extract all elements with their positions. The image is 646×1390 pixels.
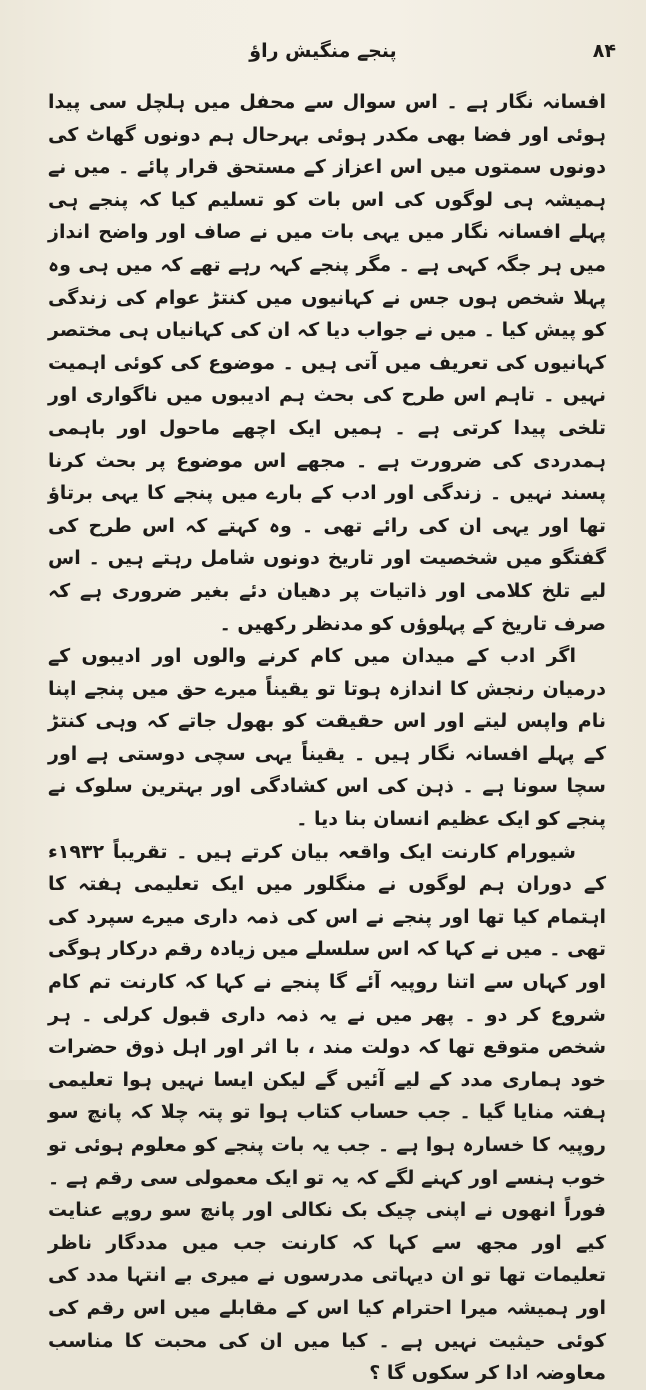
paragraph-3: شیورام کارنت ایک واقعہ بیان کرتے ہیں ۔ تقریباً ۱۹۳۲ء کے دوران ہم لوگوں نے منگلور میں ایک تعلیمی ہفتہ کا اہتمام کیا تھا اور پنجے نے اس کی ذمہ داری میرے سپرد کی تھی ۔ میں نے کہا کہ اس سلسلے میں زیادہ رقم درکار ہوگی اور کہاں سے اتنا روپیہ آئے گا پنجے نے کہا کہ کارنت تم کام شروع کر دو ۔ پھر میں نے یہ ذمہ داری قبول کرلی ۔ ہر شخص متوقع تھا کہ دولت مند ، با اثر اور اہل ذوق حضرات خود ہماری مدد کے لیے آئیں گے لیکن ایسا نہیں ہوا تعلیمی ہفتہ منایا گیا ۔ جب حساب کتاب ہوا تو پتہ چلا کہ پانچ سو روپیہ کا خسارہ ہوا ہے ۔ جب یہ بات پنجے کو معلوم ہوئی تو خوب ہنسے اور کہنے لگے کہ یہ تو ایک معمولی سی رقم ہے ۔ فوراً انھوں نے اپنی چیک بک نکالی اور پانچ سو روپے عنایت کیے اور مجھ سے کہا کہ کارنت جب میں مددگار ناظر تعلیمات تھا تو ان دیہاتی مدرسوں نے میری بے انتہا مدد کی اور ہمیشہ میرا احترام کیا اس کے مقابلے میں اس رقم کی کوئی حیثیت نہیں ہے ۔ کیا میں ان کی محبت کا مناسب معاوضہ ادا کر سکوں گا ؟ bbox=[48, 840, 606, 1385]
page-body bbox=[48, 86, 606, 1385]
page-header bbox=[0, 36, 646, 70]
page-number: ۸۴ bbox=[592, 40, 616, 62]
paragraph-1: افسانہ نگار ہے ۔ اس سوال سے محفل میں ہلچل سی پیدا ہوئی اور فضا بھی مکدر ہوئی بہرحال ہم دونوں گھاٹ کی دونوں سمتوں میں اس اعزاز کے مستحق قرار پائے ۔ میں نے ہمیشہ ہی لوگوں کی اس بات کو تسلیم کیا کہ پنجے ہی پہلے افسانہ نگار میں یہی بات میں نے صاف اور واضح انداز میں ہر جگہ کہی ہے ۔ مگر پنجے کہہ رہے تھے کہ میں ہی وہ پہلا شخص ہوں جس نے کہانیوں میں کنتڑ عوام کی زندگی کو پیش کیا ۔ میں نے جواب دیا کہ ان کی کہانیاں ہی مختصر کہانیوں کی تعریف میں آتی ہیں ۔ موضوع کی کوئی اہمیت نہیں ۔ تاہم اس طرح کی بحث ہم ادیبوں میں ناگواری اور تلخی پیدا کرتی ہے ۔ ہمیں ایک اچھے ماحول اور باہمی ہمدردی کی ضرورت ہے ۔ مجھے اس موضوع پر بحث کرنا پسند نہیں ۔ زندگی اور ادب کے بارے میں پنجے کا یہی برتاؤ تھا اور یہی ان کی رائے تھی ۔ وہ کہتے کہ اس طرح کی گفتگو میں شخصیت اور تاریخ دونوں شامل رہتے ہیں ۔ اس لیے تلخ کلامی اور ذاتیات پر دھیان دئے بغیر ضروری ہے کہ صرف تاریخ کے پہلوؤں کو مدنظر رکھیں ۔ bbox=[48, 91, 606, 635]
running-title: پنجے منگیش راؤ bbox=[249, 40, 397, 62]
paragraph-2: اگر ادب کے میدان میں کام کرنے والوں اور ادیبوں کے درمیان رنجش کا اندازہ ہوتا تو یقیناً میرے حق میں پنجے اپنا نام واپس لیتے اور اس حقیقت کو بھول جاتے کہ وہی کنتڑ کے پہلے افسانہ نگار ہیں ۔ یقیناً یہی سچی دوستی ہے اور سچا سونا ہے ۔ ذہن کی اس کشادگی اور بہترین سلوک نے پنجے کو ایک عظیم انسان بنا دیا ۔ bbox=[48, 645, 606, 831]
